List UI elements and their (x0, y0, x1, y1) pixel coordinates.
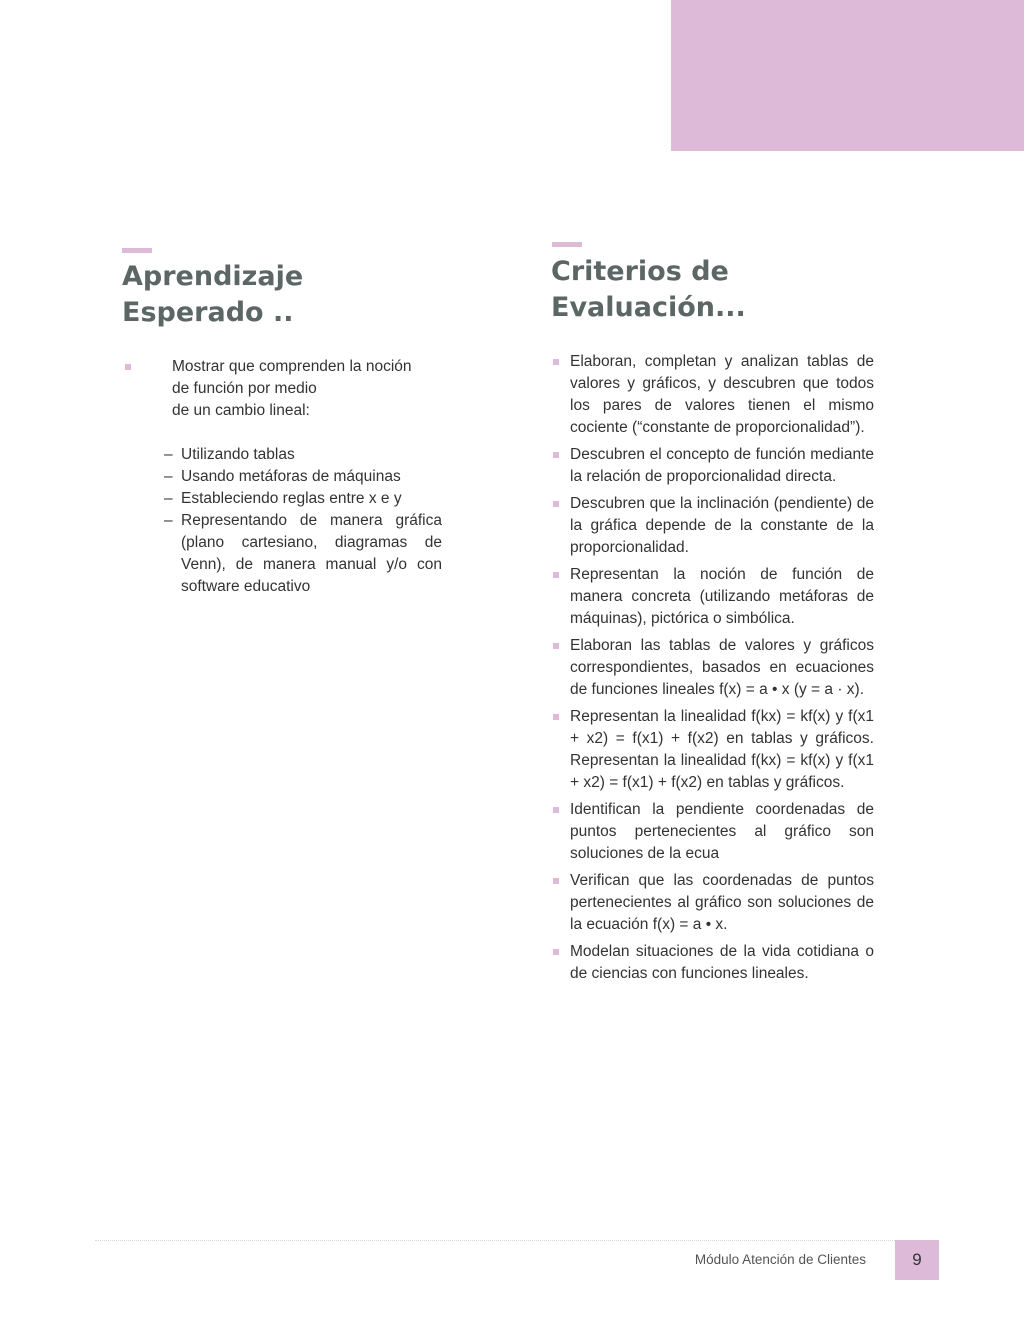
method-list (122, 444, 442, 598)
criteria-item-text: Elaboran las tablas de valores y gráficos correspondientes, basados en ecuaciones de funciones lineales f(x) = a • x (y = a · x). (570, 637, 874, 698)
square-bullet-icon (553, 949, 559, 955)
criteria-item (552, 351, 874, 439)
expected-learning-item (122, 356, 442, 422)
square-bullet-icon (125, 364, 131, 370)
corner-decoration-block (671, 0, 1024, 151)
footer-module-title: Módulo Atención de Clientes (694, 1252, 866, 1267)
criteria-item (552, 564, 874, 630)
dash-bullet-icon: – (164, 490, 173, 507)
criteria-item (552, 870, 874, 936)
left-heading-line-2: Esperado .. (122, 297, 294, 328)
right-heading-accent-bar (552, 242, 582, 247)
method-item-text: Estableciendo reglas entre x e y (181, 490, 402, 507)
criteria-item-text: Descubren el concepto de función mediante la relación de proporcionalidad directa. (570, 446, 874, 485)
criteria-item-text: Verifican que las coordenadas de puntos pertenecientes al gráfico son soluciones de la ecuación f(x) = a • x. (570, 872, 874, 933)
intro-line-2: de función por medio (172, 380, 317, 397)
criteria-item-text: Elaboran, completan y analizan tablas de valores y gráficos, y descubren que todos los pares de valores tienen el mismo cociente (“constante de proporcionalidad”). (570, 353, 874, 436)
criteria-item (552, 444, 874, 488)
square-bullet-icon (553, 878, 559, 884)
method-item-text: Usando metáforas de máquinas (181, 468, 401, 485)
right-heading (551, 254, 746, 326)
square-bullet-icon (553, 714, 559, 720)
criteria-item (552, 799, 874, 865)
criteria-item-text: Representan la noción de función de manera concreta (utilizando metáforas de máquinas), pictórica o simbólica. (570, 566, 874, 627)
square-bullet-icon (553, 501, 559, 507)
criteria-item-text: Representan la linealidad f(kx) = kf(x) y f(x1 + x2) = f(x1) + f(x2) en tablas y gráficos. Representan la linealidad f(kx) = kf(x) y f(x1 + x2) = f(x1) + f(x2) en tablas y gráficos. (570, 708, 874, 791)
footer-divider (95, 1240, 895, 1241)
intro-line-1: Mostrar que comprenden la noción (172, 358, 412, 375)
method-item (122, 444, 442, 466)
method-item (122, 488, 442, 510)
criteria-item (552, 941, 874, 985)
criteria-item (552, 493, 874, 559)
intro-line-3: de un cambio lineal: (172, 402, 310, 419)
criteria-item (552, 635, 874, 701)
square-bullet-icon (553, 359, 559, 365)
method-item-text: Representando de manera gráfica (plano cartesiano, diagramas de Venn), de manera manual y/o con software educativo (181, 512, 442, 595)
square-bullet-icon (553, 452, 559, 458)
criteria-item-text: Modelan situaciones de la vida cotidiana o de ciencias con funciones lineales. (570, 943, 874, 982)
right-heading-line-2: Evaluación... (551, 292, 746, 323)
dash-bullet-icon: – (164, 512, 173, 529)
right-heading-line-1: Criterios de (551, 256, 729, 287)
criteria-item-text: Descubren que la inclinación (pendiente) de la gráfica depende de la constante de la proporcionalidad. (570, 495, 874, 556)
expected-learning-list (122, 356, 442, 598)
square-bullet-icon (553, 807, 559, 813)
page-number-box (895, 1240, 939, 1280)
method-item (122, 510, 442, 598)
criteria-item-text: Identifican la pendiente coordenadas de puntos pertenecientes al gráfico son soluciones de la ecua (570, 801, 874, 862)
left-heading-accent-bar (122, 248, 152, 253)
left-heading (122, 259, 303, 331)
dash-bullet-icon: – (164, 468, 173, 485)
criteria-item (552, 706, 874, 794)
page-number: 9 (912, 1250, 922, 1269)
method-item-text: Utilizando tablas (181, 446, 295, 463)
method-item (122, 466, 442, 488)
square-bullet-icon (553, 643, 559, 649)
square-bullet-icon (553, 572, 559, 578)
dash-bullet-icon: – (164, 446, 173, 463)
evaluation-criteria-list (552, 351, 874, 990)
left-heading-line-1: Aprendizaje (122, 261, 304, 292)
